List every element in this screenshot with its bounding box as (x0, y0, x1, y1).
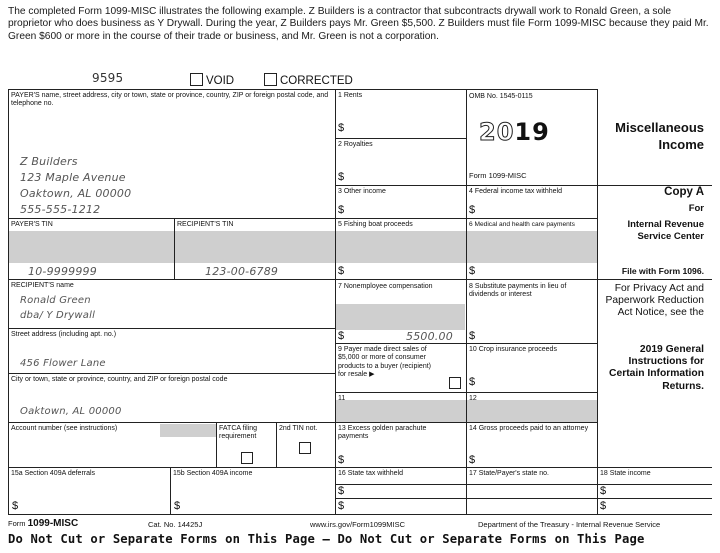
box8-dollar: $ (469, 330, 476, 342)
corrected-label: CORRECTED (280, 75, 353, 87)
recipient-street: 456 Flower Lane (20, 358, 106, 369)
box17-label: 17 State/Payer's state no. (469, 470, 549, 477)
payer-street: 123 Maple Avenue (20, 171, 126, 184)
box4-dollar: $ (469, 204, 476, 216)
footer-cat: Cat. No. 14425J (148, 520, 203, 529)
box11-label: 11 (338, 395, 346, 402)
fatca-checkbox[interactable] (241, 451, 253, 469)
privacy-instructions: 2019 General Instructions for Certain Information Returns. (609, 344, 704, 392)
box5-dollar: $ (338, 265, 345, 277)
corrected-checkbox[interactable] (264, 73, 353, 87)
payer-phone: 555-555-1212 (20, 203, 101, 216)
box9-label: 9 Payer made direct sales of $5,000 or more of consumer products to a buyer (recipient) for resale ▶ (338, 346, 431, 379)
second-tin-label: 2nd TIN not. (279, 425, 318, 432)
payer-city: Oaktown, AL 00000 (20, 187, 132, 200)
form-title-line2: Income (658, 137, 704, 152)
box9-checkbox[interactable] (449, 376, 461, 394)
box10-label: 10 Crop insurance proceeds (469, 346, 557, 353)
box1-dollar: $ (338, 122, 345, 134)
recipient-city: Oaktown, AL 00000 (20, 406, 122, 417)
box7-dollar: $ (338, 330, 345, 342)
void-checkbox[interactable] (190, 73, 234, 87)
box18-label: 18 State income (600, 470, 651, 477)
box15b-dollar: $ (174, 500, 181, 512)
payer-info-label: PAYER'S name, street address, city or town, state or province, country, ZIP or foreign postal code, and telephone no. (11, 92, 329, 108)
recipient-tin-label: RECIPIENT'S TIN (177, 221, 234, 228)
copy-title: Copy A (664, 186, 704, 198)
corrected-box[interactable] (264, 73, 277, 86)
void-label: VOID (206, 75, 235, 87)
recipient-tin: 123-00-6789 (205, 265, 279, 278)
tax-year (479, 118, 550, 146)
box2-label: 2 Royalties (338, 141, 373, 148)
box1-label: 1 Rents (338, 92, 363, 99)
account-shade (160, 424, 216, 437)
footer-form-number: 1099-MISC (27, 518, 79, 529)
copy-for: For (688, 203, 704, 214)
box3-dollar: $ (338, 204, 345, 216)
box7-shade (335, 304, 465, 330)
street-label: Street address (including apt. no.) (11, 331, 117, 338)
tin-shade (9, 231, 335, 263)
void-box[interactable] (190, 73, 203, 86)
privacy-notice: For Privacy Act and Paperwork Reduction Act Notice, see the (605, 283, 704, 319)
tax-year-suffix: 19 (514, 118, 550, 146)
box18-dollar-2: $ (600, 500, 607, 512)
fatca-label: FATCA filing requirement (219, 425, 257, 441)
box16-dollar-1: $ (338, 485, 345, 497)
box16-dollar-2: $ (338, 500, 345, 512)
box16-label: 16 State tax withheld (338, 470, 403, 477)
box14-label: 14 Gross proceeds paid to an attorney (469, 425, 589, 432)
box18-dollar-1: $ (600, 485, 607, 497)
payer-tin-label: PAYER'S TIN (11, 221, 53, 228)
copy-agency: Internal Revenue Service Center (627, 219, 704, 242)
payer-tin: 10-9999999 (28, 265, 97, 278)
box3-label: 3 Other income (338, 188, 386, 195)
box8-label: 8 Substitute payments in lieu of dividends or interest (469, 283, 567, 299)
recipient-name: Ronald Green (20, 295, 91, 306)
recipient-dba: dba/ Y Drywall (20, 310, 96, 321)
box13-dollar: $ (338, 454, 345, 466)
box15a-label: 15a Section 409A deferrals (11, 470, 96, 477)
form-code: 9595 (92, 71, 124, 85)
box14-dollar: $ (469, 454, 476, 466)
second-tin-checkbox[interactable] (299, 441, 311, 459)
box10-dollar: $ (469, 376, 476, 388)
box7-label: 7 Nonemployee compensation (338, 283, 433, 290)
footer-form-prefix: Form (8, 519, 26, 528)
box12-label: 12 (469, 395, 477, 402)
box15a-dollar: $ (12, 500, 19, 512)
box2-dollar: $ (338, 171, 345, 183)
omb-form-label: Form 1099-MISC (469, 171, 527, 180)
footer-form (8, 518, 78, 529)
recipient-name-label: RECIPIENT'S name (11, 282, 74, 289)
box5-label: 5 Fishing boat proceeds (338, 221, 413, 228)
copy-file-with: File with Form 1096. (621, 266, 704, 276)
box6-label: 6 Medical and health care payments (469, 221, 575, 228)
do-not-cut: Do Not Cut or Separate Forms on This Page — Do Not Cut or Separate Forms on This Page (8, 532, 645, 546)
box4-label: 4 Federal income tax withheld (469, 188, 562, 195)
form-title (600, 119, 704, 153)
box7-value: 5500.00 (406, 330, 453, 343)
box13-label: 13 Excess golden parachute payments (338, 425, 427, 441)
city-label: City or town, state or province, country, and ZIP or foreign postal code (11, 376, 228, 383)
tax-year-prefix: 20 (479, 118, 515, 146)
payer-name: Z Builders (20, 155, 78, 168)
footer-dept: Department of the Treasury - Internal Revenue Service (478, 520, 661, 529)
form-title-line1: Miscellaneous (615, 120, 704, 135)
account-label: Account number (see instructions) (11, 425, 118, 432)
footer-url: www.irs.gov/Form1099MISC (310, 520, 406, 529)
omb-number: OMB No. 1545-0115 (469, 93, 533, 100)
intro-text: The completed Form 1099-MISC illustrates the following example. Z Builders is a contractor that subcontracts drywall work to Ronald Green, a sole proprietor who does business as Y Drywall. During the year, Z Builders pays Mr. Green $5,500. Z Builders must file Form 1099-MISC because they paid Mr. Green $600 or more in the course of their trade or business, and Mr. Green is not a corporation. (8, 6, 709, 42)
box15b-label: 15b Section 409A income (173, 470, 253, 477)
box6-dollar: $ (469, 265, 476, 277)
